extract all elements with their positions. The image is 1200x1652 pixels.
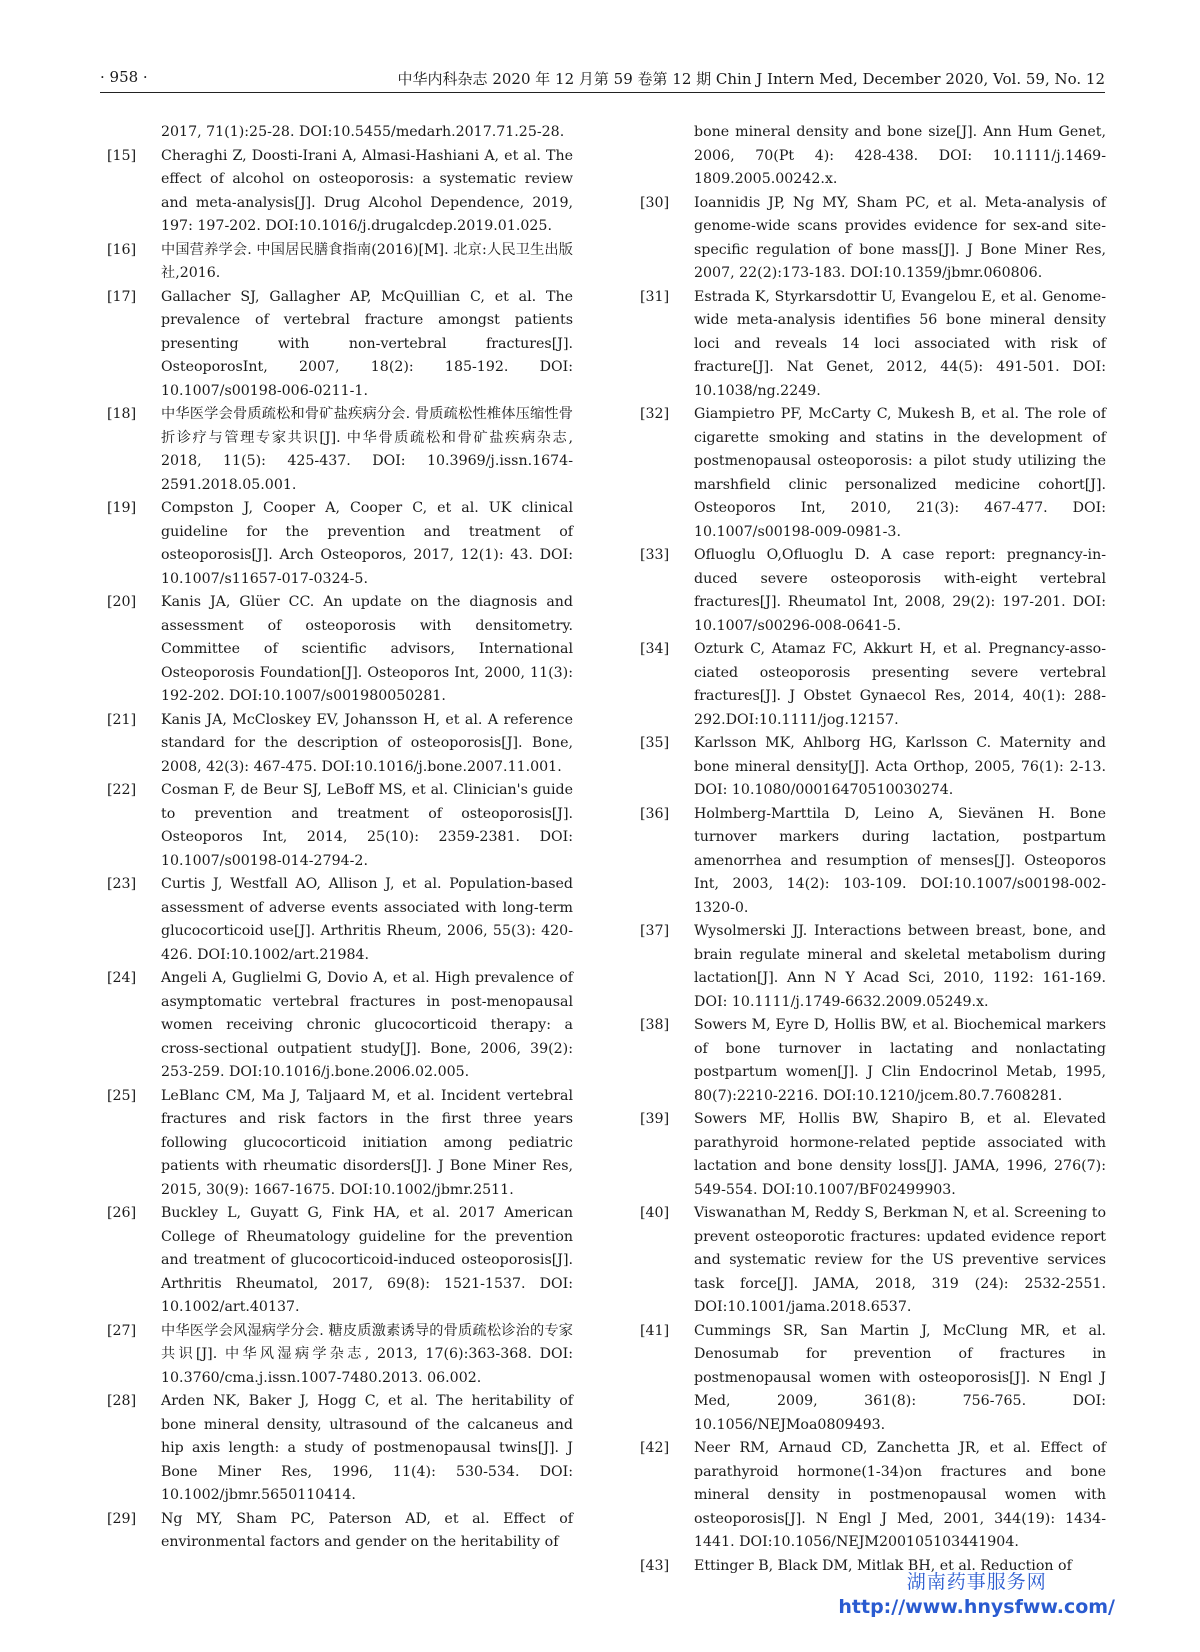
reference-number: [37] xyxy=(640,923,670,939)
reference-item xyxy=(640,920,1106,1014)
reference-number: [31] xyxy=(640,288,670,305)
reference-text: Neer RM, Arnaud CD, Zanchetta JR, et al. Effect of parathyroid hormone(1-34)on fractures and bone mineral density in postmenopausal women with osteoporosis[J]. N Engl J Med, 2001, 344(19): 1434-1441. DOI:10.1056/NEJM200105103441904. xyxy=(694,1440,1106,1550)
reference-number: [42] xyxy=(640,1440,670,1456)
reference-text: Cheraghi Z, Doosti-Irani A, Almasi-Hashiani A, et al. The effect of alcohol on osteoporosis: a systematic review and meta-analysis[J]. Drug Alcohol Dependence, 2019, 197: 197-202. DOI:10.1016/j.drugalcdep.2019.01.025. xyxy=(161,147,573,234)
reference-text: Ofluoglu O,Ofluoglu D. A case report: pregnancy-in-duced severe osteoporosis with-eight vertebral fractures[J]. Rheumatol Int, 2008, 29(2): 197-201. DOI: 10.1007/s00296-008-0641-5. xyxy=(694,547,1106,634)
reference-text: Cummings SR, San Martin J, McClung MR, et al. Denosumab for prevention of fractures in postmenopausal women with osteoporosis[J]. N Engl J Med, 2009, 361(8): 756-765. DOI: 10.1056/NEJMoa0809493. xyxy=(694,1322,1106,1433)
reference-item xyxy=(107,1508,573,1555)
reference-item xyxy=(640,1014,1106,1108)
left-reference-column xyxy=(107,121,573,1555)
reference-text: Sowers M, Eyre D, Hollis BW, et al. Biochemical markers of bone turnover in lactating and nonlactating postpartum women[J]. J Clin Endocrinol Metab, 1995, 80(7):2210-2216. DOI:10.1210/jcem.80.7.7608281. xyxy=(694,1017,1106,1104)
reference-number: [40] xyxy=(640,1205,670,1221)
reference-text: Holmberg-Marttila D, Leino A, Sievänen H. Bone turnover markers during lactation, postpartum amenorrhea and resumption of menses[J]. Osteoporos Int, 2003, 14(2): 103-109. DOI:10.1007/s00198-002-1320-0. xyxy=(694,805,1106,916)
reference-number: [43] xyxy=(640,1557,670,1574)
reference-number: [35] xyxy=(640,735,670,751)
reference-text: Wysolmerski JJ. Interactions between breast, bone, and brain regulate mineral and skeletal metabolism during lactation[J]. Ann N Y Acad Sci, 2010, 1192: 161-169. DOI: 10.1111/j.1749-6632.2009.05249.x. xyxy=(694,923,1106,1010)
reference-text: 2017, 71(1):25-28. DOI:10.5455/medarh.2017.71.25-28. xyxy=(161,124,565,140)
reference-text: Ng MY, Sham PC, Paterson AD, et al. Effect of environmental factors and gender on the heritability of xyxy=(161,1510,573,1550)
reference-number: [36] xyxy=(640,805,670,822)
reference-item xyxy=(107,403,573,497)
reference-item xyxy=(107,1085,573,1203)
reference-number: [15] xyxy=(107,147,137,164)
reference-item xyxy=(640,1108,1106,1202)
reference-text: Ioannidis JP, Ng MY, Sham PC, et al. Meta-analysis of genome-wide scans provides evidence for sex-and site-specific regulation of bone mass[J]. J Bone Miner Res, 2007, 22(2):173-183. DOI:10.1359/jbmr.060806. xyxy=(694,194,1106,281)
reference-item xyxy=(107,239,573,286)
reference-item xyxy=(640,286,1106,404)
reference-text: bone mineral density and bone size[J]. Ann Hum Genet, 2006, 70(Pt 4): 428-438. DOI: 10.1111/j.1469-1809.2005.00242.x. xyxy=(694,124,1106,187)
reference-text: Estrada K, Styrkarsdottir U, Evangelou E, et al. Genome-wide meta-analysis identifies 56 bone mineral density loci and reveals 14 loci associated with risk of fracture[J]. Nat Genet, 2012, 44(5): 491-501. DOI: 10.1038/ng.2249. xyxy=(694,288,1106,399)
reference-item xyxy=(107,967,573,1085)
reference-item xyxy=(640,544,1106,638)
site-watermark xyxy=(838,1567,1115,1618)
reference-item xyxy=(640,192,1106,286)
reference-text: Giampietro PF, McCarty C, Mukesh B, et al. The role of cigarette smoking and statins in the development of postmenopausal osteoporosis: a pilot study utilizing the marshfield clinic personalized medicine cohort[J]. Osteoporos Int, 2010, 21(3): 467-477. DOI: 10.1007/s00198-009-0981-3. xyxy=(694,406,1106,540)
reference-text: Karlsson MK, Ahlborg HG, Karlsson C. Maternity and bone mineral density[J]. Acta Orthop, 2005, 76(1): 2-13. DOI: 10.1080/00016470510030274. xyxy=(694,735,1106,798)
reference-text: 中华医学会骨质疏松和骨矿盐疾病分会. 骨质疏松性椎体压缩性骨折诊疗与管理专家共识[J]. 中华骨质疏松和骨矿盐疾病杂志, 2018, 11(5): 425-437. DOI: 10.3969/j.issn.1674-2591.2018.05.001. xyxy=(161,406,573,493)
reference-item xyxy=(107,286,573,404)
reference-number: [28] xyxy=(107,1393,137,1409)
reference-item xyxy=(640,638,1106,732)
page-header xyxy=(100,60,1105,93)
reference-text: Angeli A, Guglielmi G, Dovio A, et al. High prevalence of asymptomatic vertebral fractures in post-menopausal women receiving chronic glucocorticoid therapy: a cross-sectional outpatient study[J]. Bone, 2006, 39(2): 253-259. DOI:10.1016/j.bone.2006.02.005. xyxy=(161,970,573,1080)
reference-text: Ozturk C, Atamaz FC, Akkurt H, et al. Pregnancy-asso-ciated osteoporosis presenting severe vertebral fractures[J]. J Obstet Gynaecol Res, 2014, 40(1): 288-292.DOI:10.1111/jog.12157. xyxy=(694,641,1106,728)
reference-text: Curtis J, Westfall AO, Allison J, et al. Population-based assessment of adverse events associated with long-term glucocorticoid use[J]. Arthritis Rheum, 2006, 55(3): 420-426. DOI:10.1002/art.21984. xyxy=(161,876,573,963)
journal-citation-line: 中华内科杂志 2020 年 12 月第 59 卷第 12 期 Chin J Intern Med, December 2020, Vol. 59, No. 12 xyxy=(397,70,1105,88)
reference-item xyxy=(107,591,573,709)
reference-text: Ettinger B, Black DM, Mitlak BH, et al. Reduction of xyxy=(694,1557,1072,1574)
reference-number: [18] xyxy=(107,406,137,422)
watermark-url[interactable]: http://www.hnysfww.com/ xyxy=(838,1596,1115,1618)
reference-number: [16] xyxy=(107,241,137,258)
right-reference-column xyxy=(640,121,1106,1578)
reference-text: LeBlanc CM, Ma J, Taljaard M, et al. Incident vertebral fractures and risk factors in the first three years following glucocorticoid initiation among pediatric patients with rheumatic disorders[J]. J Bone Miner Res, 2015, 30(9): 1667-1675. DOI:10.1002/jbmr.2511. xyxy=(161,1087,573,1198)
reference-text: Kanis JA, McCloskey EV, Johansson H, et al. A reference standard for the description of osteoporosis[J]. Bone, 2008, 42(3): 467-475. DOI:10.1016/j.bone.2007.11.001. xyxy=(161,711,573,775)
reference-number: [34] xyxy=(640,641,670,657)
reference-text: Arden NK, Baker J, Hogg C, et al. The heritability of bone mineral density, ultrasound of the calcaneus and hip axis length: a study of postmenopausal twins[J]. J Bone Miner Res, 1996, 11(4): 530-534. DOI: 10.1002/jbmr.5650110414. xyxy=(161,1393,573,1503)
reference-item xyxy=(640,1437,1106,1555)
reference-item xyxy=(107,779,573,873)
reference-text: Sowers MF, Hollis BW, Shapiro B, et al. Elevated parathyroid hormone-related peptide associated with lactation and bone density loss[J]. JAMA, 1996, 276(7): 549-554. DOI:10.1007/BF02499903. xyxy=(694,1111,1106,1198)
reference-number: [30] xyxy=(640,194,670,211)
reference-text: 中国营养学会. 中国居民膳食指南(2016)[M]. 北京:人民卫生出版社,2016. xyxy=(161,241,573,281)
reference-number: [20] xyxy=(107,594,137,610)
reference-number: [26] xyxy=(107,1205,137,1221)
reference-text: Viswanathan M, Reddy S, Berkman N, et al. Screening to prevent osteoporotic fractures: updated evidence report and systematic review for the US preventive services task force[J]. JAMA, 2018, 319 (24): 2532-2551. DOI:10.1001/jama.2018.6537. xyxy=(694,1205,1106,1315)
watermark-site-name: 湖南药事服务网 xyxy=(906,1571,1047,1593)
reference-number: [21] xyxy=(107,711,137,728)
page-number: · 958 · xyxy=(100,68,148,86)
reference-item xyxy=(107,873,573,967)
reference-number: [32] xyxy=(640,406,670,422)
reference-number: [25] xyxy=(107,1087,137,1104)
reference-number: [19] xyxy=(107,500,137,516)
reference-item xyxy=(107,1320,573,1391)
reference-number: [17] xyxy=(107,288,137,305)
reference-text: Gallacher SJ, Gallagher AP, McQuillian C, et al. The prevalence of vertebral fracture amongst patients presenting with non-vertebral fractures[J]. OsteoporosInt, 2007, 18(2): 185-192. DOI: 10.1007/s00198-006-0211-1. xyxy=(161,288,573,399)
reference-number: [38] xyxy=(640,1017,670,1033)
reference-text: Buckley L, Guyatt G, Fink HA, et al. 2017 American College of Rheumatology guideline for the prevention and treatment of glucocorticoid-induced osteoporosis[J]. Arthritis Rheumatol, 2017, 69(8): 1521-1537. DOI: 10.1002/art.40137. xyxy=(161,1205,573,1315)
reference-number: [27] xyxy=(107,1322,137,1339)
reference-item xyxy=(107,1390,573,1508)
reference-item xyxy=(640,1202,1106,1320)
reference-item xyxy=(107,145,573,239)
reference-item xyxy=(107,709,573,780)
reference-item xyxy=(640,732,1106,803)
reference-text: Compston J, Cooper A, Cooper C, et al. UK clinical guideline for the prevention and treatment of osteoporosis[J]. Arch Osteoporos, 2017, 12(1): 43. DOI: 10.1007/s11657-017-0324-5. xyxy=(161,500,573,587)
reference-item xyxy=(640,403,1106,544)
reference-text: Kanis JA, Glüer CC. An update on the diagnosis and assessment of osteoporosis with densitometry. Committee of scientific advisors, International Osteoporosis Foundation[J]. Osteoporos Int, 2000, 11(3): 192-202. DOI:10.1007/s001980050281. xyxy=(161,594,573,704)
reference-text: 中华医学会风湿病学分会. 糖皮质激素诱导的骨质疏松诊治的专家共识[J]. 中华风湿病学杂志, 2013, 17(6):363-368. DOI: 10.3760/cma.j.issn.1007-7480.2013. 06.002. xyxy=(161,1322,573,1386)
reference-number: [24] xyxy=(107,970,137,986)
reference-continuation xyxy=(640,121,1106,192)
reference-continuation xyxy=(107,121,573,145)
reference-number: [29] xyxy=(107,1510,137,1527)
reference-item xyxy=(640,803,1106,921)
reference-item xyxy=(107,1202,573,1320)
reference-number: [33] xyxy=(640,547,670,563)
reference-item xyxy=(640,1320,1106,1438)
reference-number: [39] xyxy=(640,1111,670,1127)
reference-number: [23] xyxy=(107,876,137,892)
reference-item xyxy=(107,497,573,591)
reference-text: Cosman F, de Beur SJ, LeBoff MS, et al. Clinician's guide to prevention and treatment of osteoporosis[J]. Osteoporos Int, 2014, 25(10): 2359-2381. DOI: 10.1007/s00198-014-2794-2. xyxy=(161,782,573,869)
reference-number: [41] xyxy=(640,1322,670,1339)
reference-number: [22] xyxy=(107,782,137,798)
